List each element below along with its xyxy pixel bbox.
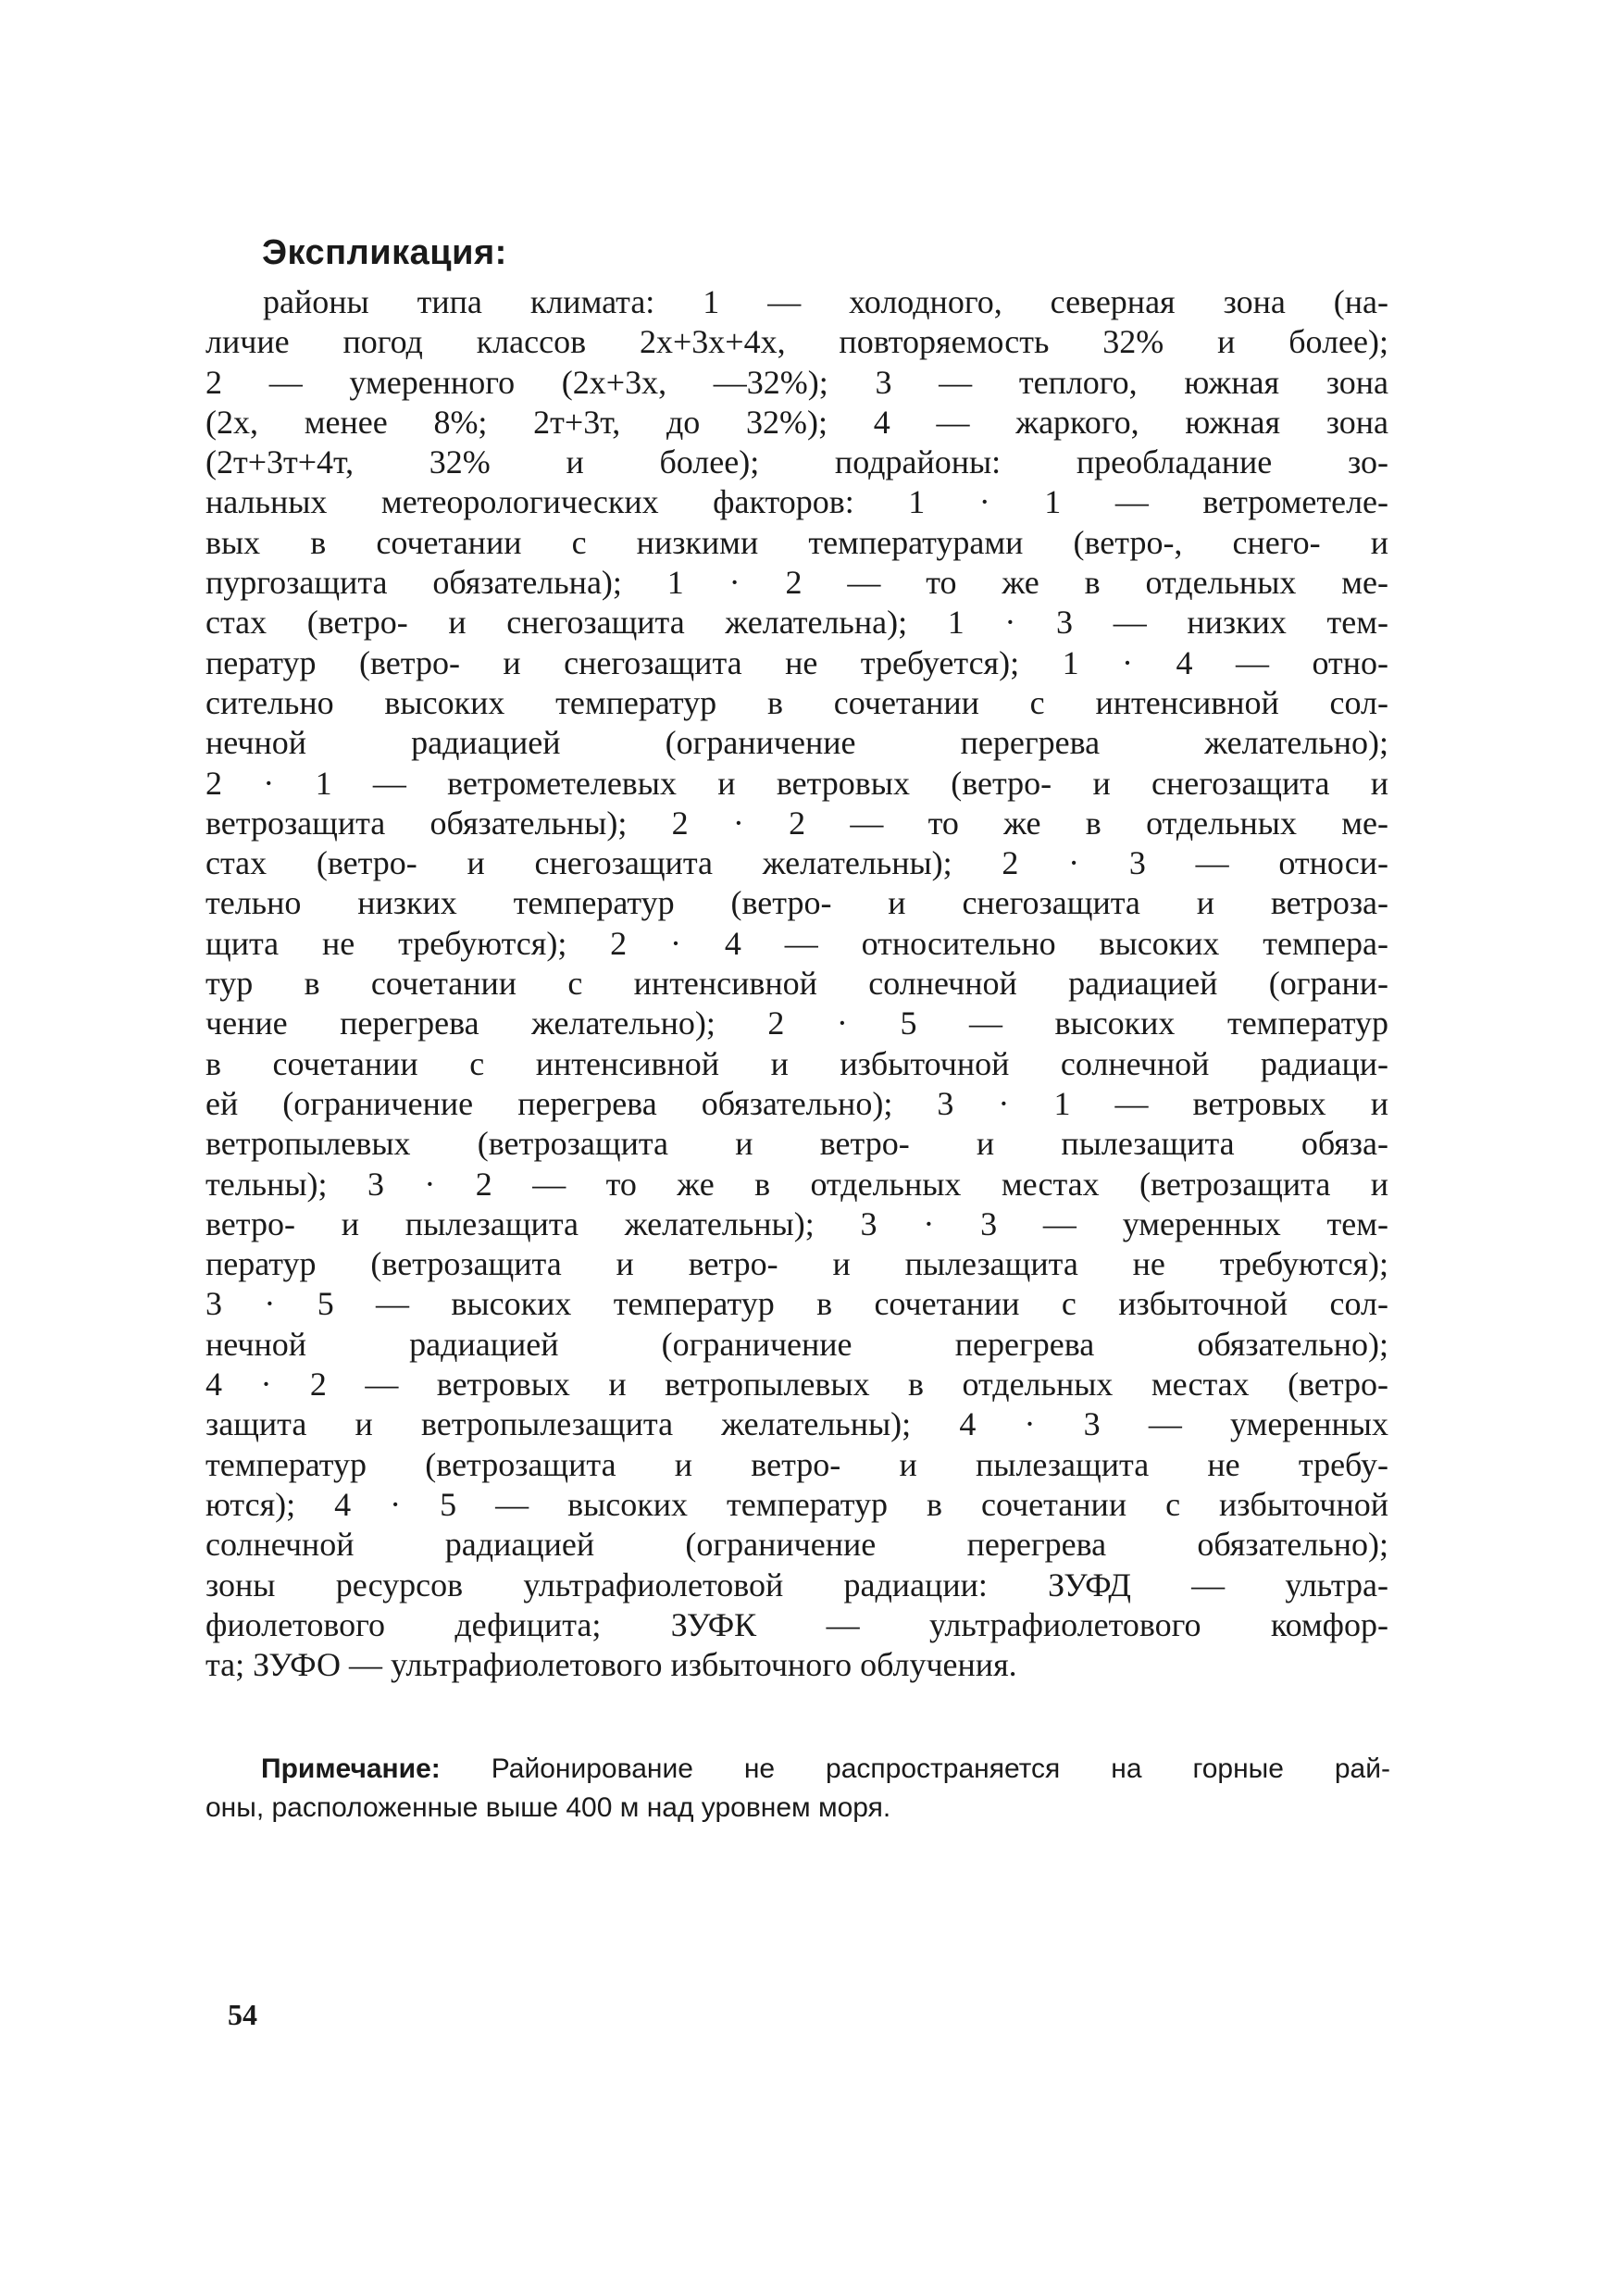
explication-line: ператур (ветро- и снегозащита не требуется); 1 · 4 — отно- [205, 643, 1388, 681]
explication-line: 2 · 1 — ветрометелевых и ветровых (ветро- и снегозащита и [205, 764, 1388, 802]
explication-line: солнечной радиацией (ограничение перегрева обязательно); [205, 1526, 1388, 1564]
explication-line: ператур (ветрозащита и ветро- и пылезащита не требуются); [205, 1245, 1388, 1283]
footnote-line: оны, расположенные выше 400 м над уровнем моря. [205, 1792, 891, 1823]
page-number: 54 [228, 1998, 257, 2031]
explication-line: сительно высоких температур в сочетании с интенсивной сол- [205, 683, 1388, 721]
explication-line: фиолетового дефицита; ЗУФК — ультрафиолетового комфор- [205, 1605, 1388, 1643]
explication-line: нечной радиацией (ограничение перегрева обязательно); [205, 1325, 1388, 1363]
explication-line: ветропылевых (ветрозащита и ветро- и пылезащита обяза- [205, 1125, 1388, 1163]
explication-line: стах (ветро- и снегозащита желательны); 2 · 3 — относи- [205, 844, 1388, 882]
explication-line: (2т+3т+4т, 32% и более); подрайоны: преобладание зо- [205, 443, 1388, 481]
explication-line: районы типа климата: 1 — холодного, северная зона (на- [263, 283, 1388, 320]
explication-line: пургозащита обязательна); 1 · 2 — то же в отдельных ме- [205, 564, 1388, 602]
explication-line: тельно низких температур (ветро- и снегозащита и ветроза- [205, 884, 1388, 922]
footnote-line [261, 1750, 1390, 1789]
explication-line: в сочетании с интенсивной и избыточной солнечной радиаци- [205, 1044, 1388, 1082]
explication-line: зоны ресурсов ультрафиолетовой радиации: ЗУФД — ультра- [205, 1566, 1388, 1603]
explication-line: ей (ограничение перегрева обязательно); 3 · 1 — ветровых и [205, 1084, 1388, 1122]
explication-line: нальных метеорологических факторов: 1 · 1 — ветрометеле- [205, 483, 1388, 521]
explication-line: щита не требуются); 2 · 4 — относительно высоких темпера- [205, 924, 1388, 962]
explication-line: ветрозащита обязательны); 2 · 2 — то же в отдельных ме- [205, 804, 1388, 842]
explication-line: (2х, менее 8%; 2т+3т, до 32%); 4 — жаркого, южная зона [205, 403, 1388, 441]
explication-line: стах (ветро- и снегозащита желательна); 1 · 3 — низких тем- [205, 604, 1388, 642]
explication-line: температур (ветрозащита и ветро- и пылезащита не требу- [205, 1445, 1388, 1483]
explication-line: 2 — умеренного (2х+3х, —32%); 3 — теплого, южная зона [205, 363, 1388, 401]
explication-line: ются); 4 · 5 — высоких температур в сочетании с избыточной [205, 1485, 1388, 1523]
explication-line: 3 · 5 — высоких температур в сочетании с избыточной сол- [205, 1285, 1388, 1323]
explication-line: личие погод классов 2х+3х+4х, повторяемость 32% и более); [205, 323, 1388, 361]
explication-line: 4 · 2 — ветровых и ветропылевых в отдельных местах (ветро- [205, 1366, 1388, 1404]
explication-line: тельны); 3 · 2 — то же в отдельных местах (ветрозащита и [205, 1165, 1388, 1203]
explication-heading: Экспликация: [262, 233, 507, 272]
explication-line: та; ЗУФО — ультрафиолетового избыточного облучения. [205, 1646, 1017, 1684]
explication-line: нечной радиацией (ограничение перегрева желательно); [205, 724, 1388, 762]
explication-line: чение перегрева желательно); 2 · 5 — высоких температур [205, 1004, 1388, 1042]
explication-line: вых в сочетании с низкими температурами (ветро-, снего- и [205, 523, 1388, 561]
footnote-label: Примечание: [261, 1753, 441, 1784]
explication-text [205, 282, 1388, 1685]
explication-line: тур в сочетании с интенсивной солнечной радиацией (ограни- [205, 965, 1388, 1003]
footnote-text: Районирование не распространяется на горные рай- [491, 1753, 1390, 1784]
explication-line: защита и ветропылезащита желательны); 4 · 3 — умеренных [205, 1405, 1388, 1443]
explication-line: ветро- и пылезащита желательны); 3 · 3 — умеренных тем- [205, 1204, 1388, 1242]
footnote [205, 1750, 1390, 1828]
